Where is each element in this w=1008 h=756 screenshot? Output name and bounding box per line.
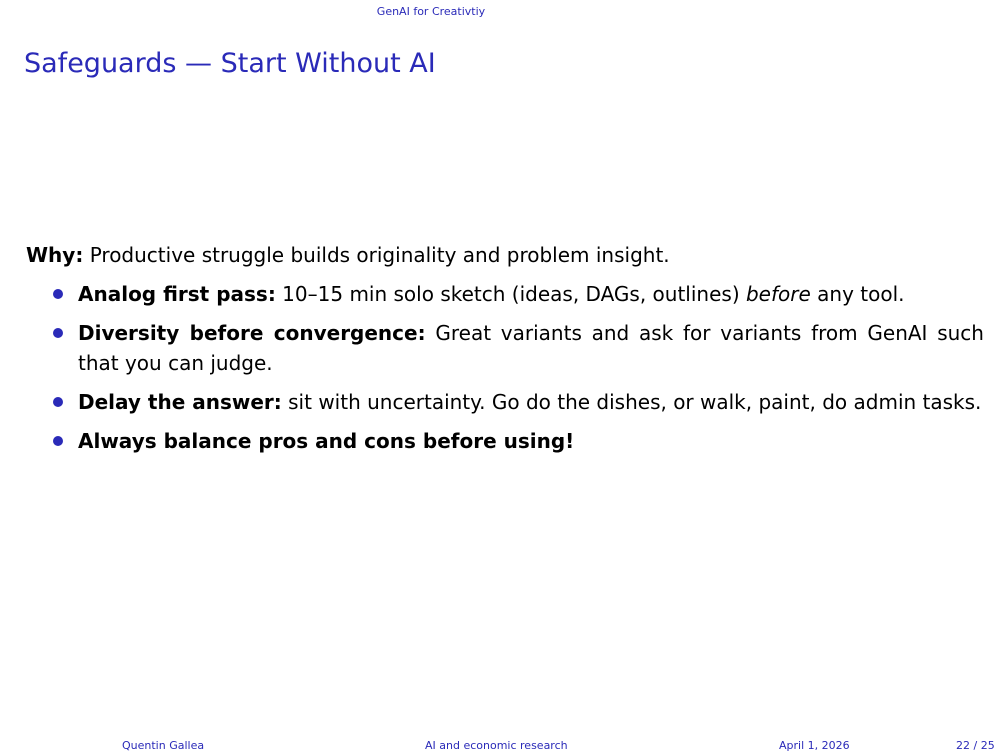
frame-title: Safeguards — Start Without AI: [24, 48, 436, 79]
bullet-analog-first-pass: [26, 279, 984, 309]
footer-page-number: 22 / 25: [956, 739, 995, 752]
bullet-label: Diversity before convergence:: [78, 321, 426, 345]
slide-content: [26, 240, 984, 456]
bullet-label: Analog first pass:: [78, 282, 276, 306]
bullet-dot-icon: [53, 436, 63, 446]
bullet-diversity-before-convergence: [26, 318, 984, 378]
bullet-list: [26, 279, 984, 456]
bullet-text: sit with uncertainty. Go do the dishes, or walk, paint, do admin tasks.: [281, 390, 982, 414]
footer: [0, 738, 1008, 754]
bullet-dot-icon: [53, 289, 63, 299]
bullet-text: 10–15 min solo sketch (ideas, DAGs, outlines): [275, 282, 746, 306]
bullet-text-after: any tool.: [810, 282, 905, 306]
why-label: Why:: [26, 243, 84, 267]
footer-date: April 1, 2026: [779, 739, 850, 752]
bullet-balance-pros-cons: [26, 426, 984, 456]
footer-author: Quentin Gallea: [122, 739, 205, 752]
bullet-delay-the-answer: [26, 387, 984, 417]
bullet-emphasis: before: [745, 282, 811, 306]
bullet-dot-icon: [53, 328, 63, 338]
footer-talk-title: AI and economic research: [425, 739, 568, 752]
why-text: Productive struggle builds originality and problem insight.: [83, 243, 670, 267]
header-short-title: GenAI for Creativtiy: [376, 5, 486, 18]
bullet-label: Always balance pros and cons before using!: [78, 429, 575, 453]
bullet-dot-icon: [53, 397, 63, 407]
bullet-text: Great variants and ask for variants from GenAI such that you can judge.: [78, 321, 984, 375]
bullet-label: Delay the answer:: [78, 390, 282, 414]
why-line: [26, 240, 984, 270]
